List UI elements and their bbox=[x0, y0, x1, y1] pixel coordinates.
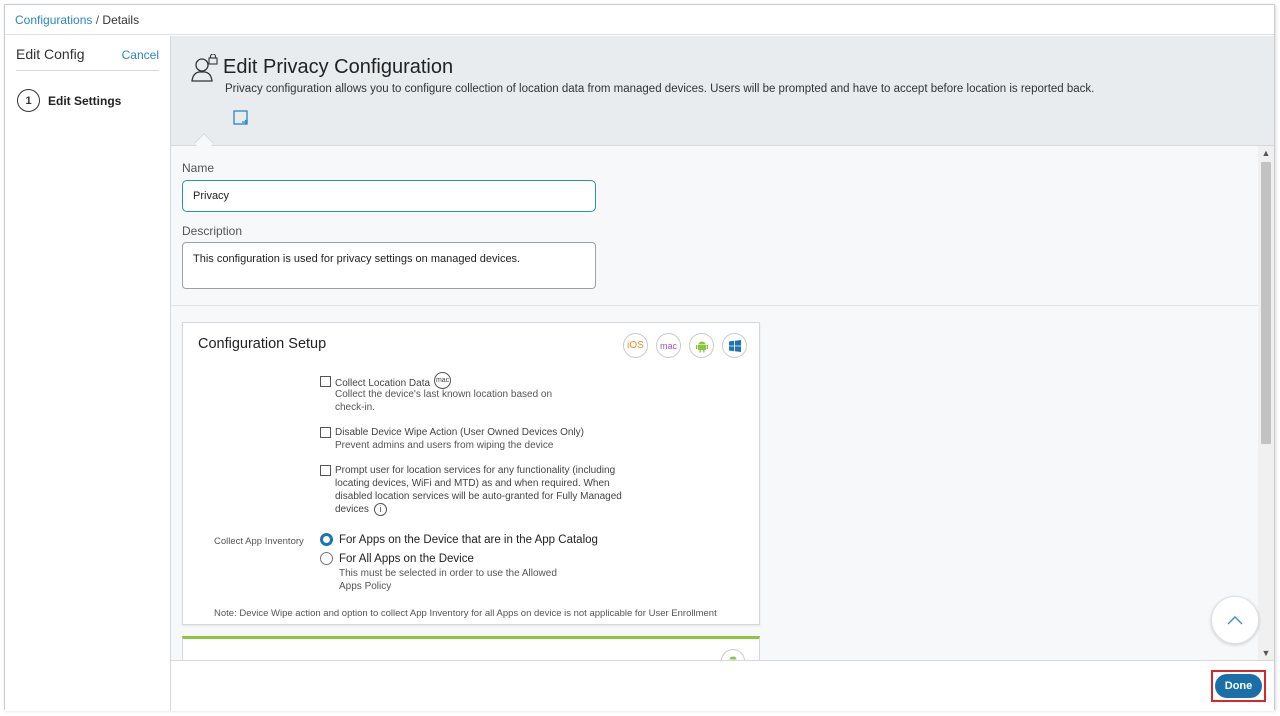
collect-location-description: Collect the device's last known location based on check-in. bbox=[335, 389, 553, 413]
android-icon bbox=[689, 333, 714, 358]
profile-payload-icon[interactable] bbox=[231, 108, 251, 128]
page-header bbox=[171, 36, 1274, 146]
radio-apps-in-catalog[interactable] bbox=[320, 533, 598, 546]
scroll-up-arrow-icon[interactable]: ▲ bbox=[1261, 148, 1271, 158]
app-inventory-label: Collect App Inventory bbox=[214, 536, 304, 547]
step-edit-settings[interactable] bbox=[17, 89, 121, 112]
scroll-down-arrow-icon[interactable]: ▼ bbox=[1261, 648, 1271, 658]
radio-apps-in-catalog-label: For Apps on the Device that are in the App Catalog bbox=[339, 533, 598, 546]
main-content bbox=[171, 146, 1258, 660]
name-label: Name bbox=[182, 161, 215, 175]
mac-only-icon: mac bbox=[434, 372, 451, 389]
radio-all-apps-label: For All Apps on the Device bbox=[339, 552, 474, 565]
left-panel-header bbox=[16, 45, 159, 71]
vertical-scrollbar[interactable] bbox=[1258, 146, 1274, 660]
ios-badge: iOS bbox=[623, 333, 648, 358]
breadcrumb-separator: / bbox=[92, 13, 103, 27]
footer-bar bbox=[171, 660, 1274, 711]
page-title: Edit Privacy Configuration bbox=[223, 56, 454, 78]
description-input[interactable]: This configuration is used for privacy settings on managed devices. bbox=[182, 242, 596, 289]
user-lock-icon bbox=[189, 54, 219, 84]
section-divider bbox=[171, 305, 1258, 306]
done-button-highlight bbox=[1211, 670, 1266, 702]
android-icon bbox=[721, 649, 745, 660]
disable-wipe-description: Prevent admins and users from wiping the device bbox=[335, 440, 554, 451]
chevron-up-icon bbox=[1226, 614, 1244, 626]
breadcrumb-current: Details bbox=[102, 13, 140, 27]
breadcrumb-configurations-link[interactable]: Configurations bbox=[15, 13, 93, 27]
app-window bbox=[4, 4, 1275, 710]
done-button[interactable]: Done bbox=[1215, 674, 1262, 698]
radio-selected-icon[interactable] bbox=[320, 533, 333, 546]
page-description: Privacy configuration allows you to configure collection of location data from managed devices. Users will be prompted and have to accept before location is reported back. bbox=[225, 83, 1095, 95]
left-panel bbox=[5, 36, 171, 711]
cancel-link[interactable]: Cancel bbox=[121, 48, 159, 62]
android-settings-card bbox=[182, 636, 760, 660]
disable-wipe-checkbox[interactable] bbox=[320, 427, 331, 438]
configuration-setup-card bbox=[182, 322, 760, 625]
step-number: 1 bbox=[17, 89, 40, 112]
step-label: Edit Settings bbox=[48, 93, 122, 108]
left-panel-title: Edit Config bbox=[16, 46, 85, 62]
prompt-location-checkbox[interactable] bbox=[320, 465, 331, 476]
info-icon[interactable]: i bbox=[374, 503, 387, 516]
user-enrollment-note: Note: Device Wipe action and option to collect App Inventory for all Apps on device is not applicable for User Enrollment bbox=[214, 608, 717, 619]
radio-unselected-icon[interactable] bbox=[320, 552, 333, 565]
disable-wipe-label: Disable Device Wipe Action (User Owned Devices Only) bbox=[335, 427, 584, 438]
configuration-setup-title: Configuration Setup bbox=[198, 336, 327, 352]
name-input[interactable]: Privacy bbox=[182, 180, 596, 212]
prompt-location-label: Prompt user for location services for any functionality (including locating devices, WiFi and MTD) as and when required. When disabled location services will be auto-granted for Fully Managed devices i bbox=[335, 465, 622, 516]
radio-all-apps[interactable] bbox=[320, 552, 474, 565]
collect-location-label: Collect Location Data bbox=[335, 378, 431, 390]
mac-badge: mac bbox=[656, 333, 681, 358]
all-apps-description: This must be selected in order to use the Allowed Apps Policy bbox=[339, 568, 557, 592]
scrollbar-thumb[interactable] bbox=[1261, 162, 1271, 444]
scroll-to-top-button[interactable] bbox=[1211, 596, 1259, 644]
platform-badges bbox=[623, 333, 747, 358]
windows-icon bbox=[722, 333, 747, 358]
description-label: Description bbox=[182, 224, 243, 238]
collect-location-checkbox[interactable] bbox=[320, 376, 331, 387]
breadcrumb bbox=[5, 5, 1274, 35]
